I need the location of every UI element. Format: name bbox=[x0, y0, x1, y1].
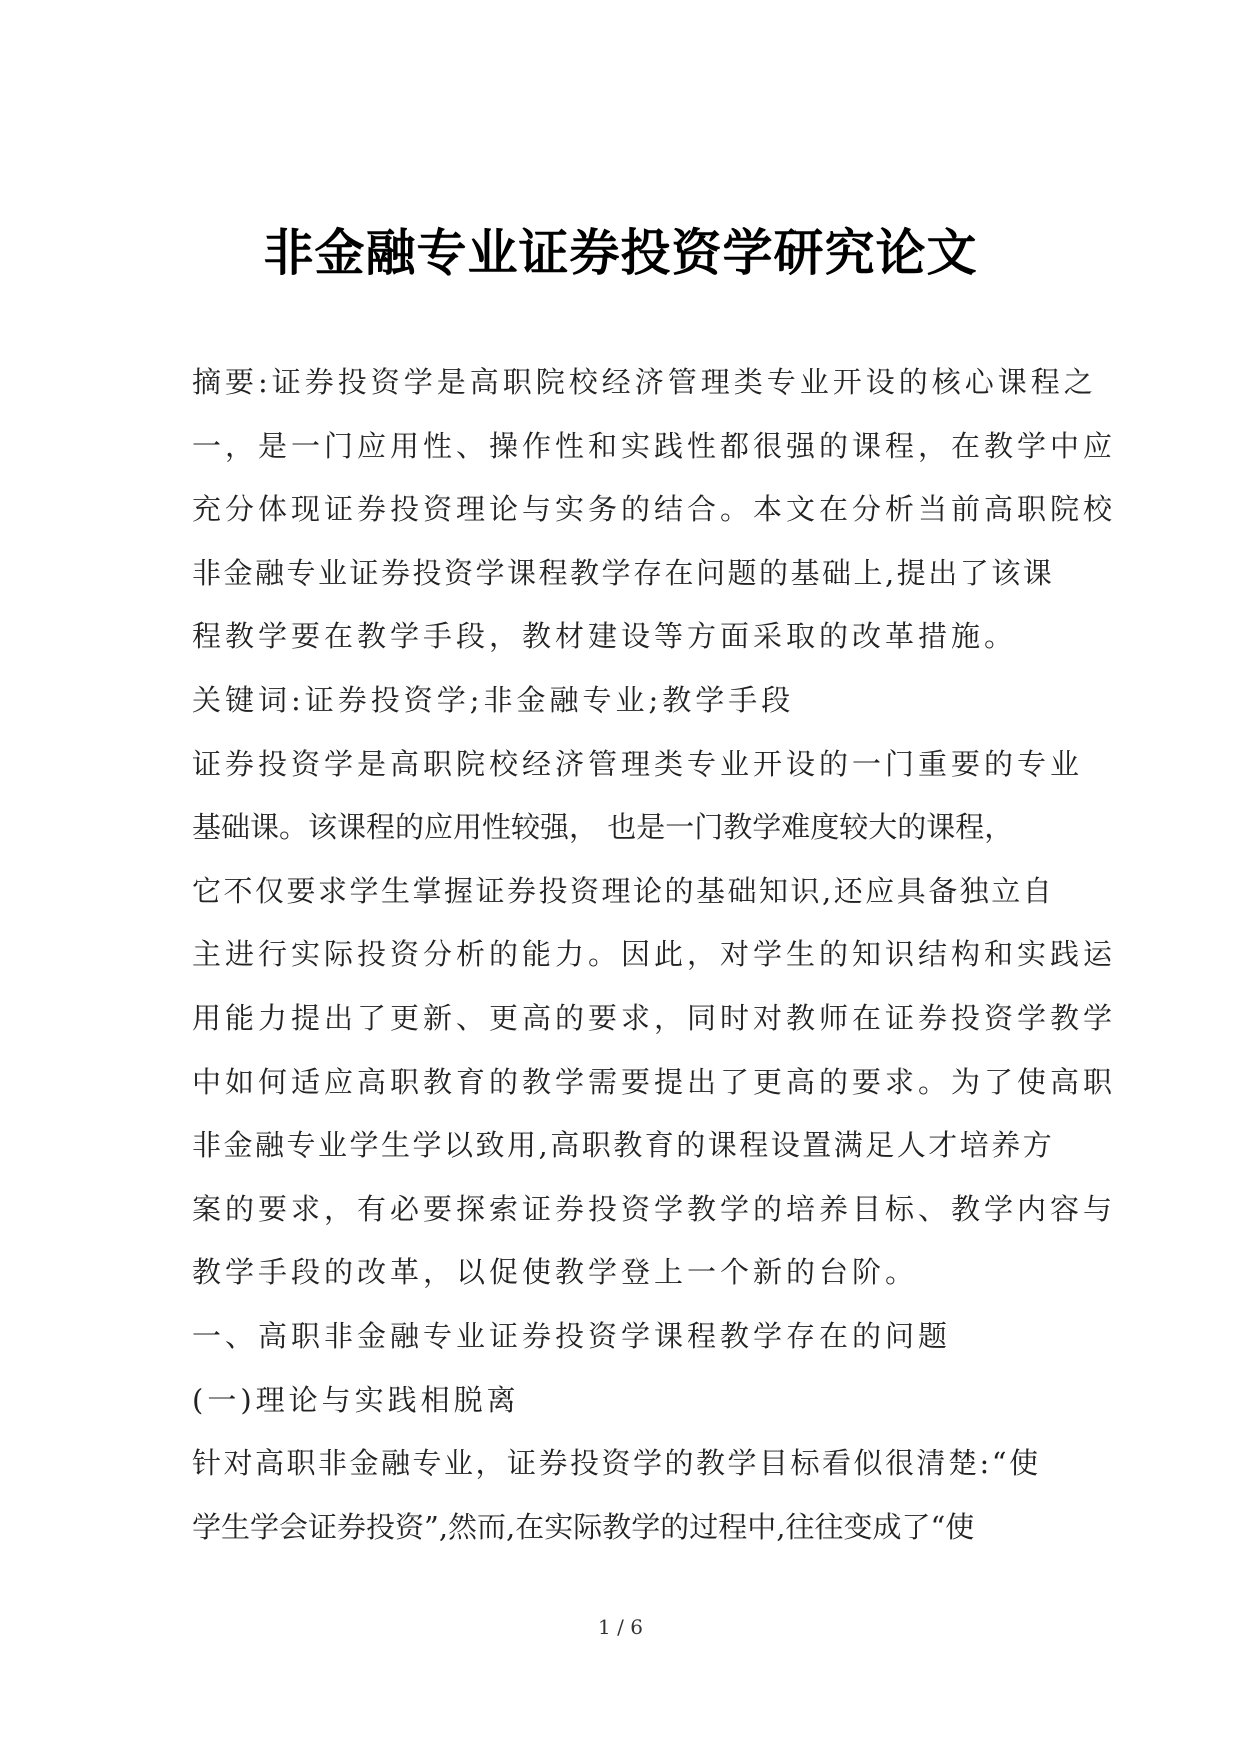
paragraph-line-2: 基础课。该课程的应用性较强， 也是一门教学难度较大的课程， bbox=[192, 810, 1014, 845]
abstract-line-2: 一，是一门应用性、操作性和实践性都很强的课程，在教学中应 bbox=[192, 428, 1117, 463]
abstract-line-1: 摘要:证券投资学是高职院校经济管理类专业开设的核心课程之 bbox=[192, 365, 1097, 399]
abstract-line-4: 非金融专业证券投资学课程教学存在问题的基础上,提出了该课 bbox=[192, 555, 1055, 590]
paragraph-line-8: 案的要求，有必要探索证券投资学教学的培养目标、教学内容与 bbox=[192, 1191, 1117, 1226]
paragraph-line-9: 教学手段的改革，以促使教学登上一个新的台阶。 bbox=[192, 1255, 919, 1290]
paragraph-line-1: 证券投资学是高职院校经济管理类专业开设的一门重要的专业 bbox=[192, 746, 1084, 781]
paragraph-line-7: 非金融专业学生学以致用,高职教育的课程设置满足人才培养方 bbox=[192, 1128, 1055, 1163]
paragraph-line-3: 它不仅要求学生掌握证券投资理论的基础知识,还应具备独立自 bbox=[192, 873, 1055, 908]
subsection-heading: (一)理论与实践相脱离 bbox=[192, 1382, 520, 1417]
abstract-line-5: 程教学要在教学手段，教材建设等方面采取的改革措施。 bbox=[192, 619, 1018, 654]
paragraph-line-5: 用能力提出了更新、更高的要求，同时对教师在证券投资学教学 bbox=[192, 1000, 1117, 1035]
page-number: 1 / 6 bbox=[598, 1615, 643, 1639]
paragraph-line-4: 主进行实际投资分析的能力。因此，对学生的知识结构和实践运 bbox=[192, 937, 1117, 972]
paragraph-line-6: 中如何适应高职教育的教学需要提出了更高的要求。为了使高职 bbox=[192, 1064, 1117, 1099]
keywords-line: 关键词:证券投资学;非金融专业;教学手段 bbox=[192, 682, 795, 717]
abstract-line-3: 充分体现证券投资理论与实务的结合。本文在分析当前高职院校 bbox=[192, 492, 1117, 527]
section-heading: 一、高职非金融专业证券投资学课程教学存在的问题 bbox=[192, 1318, 952, 1353]
paragraph2-line-2: 学生学会证券投资”,然而,在实际教学的过程中,往往变成了“使 bbox=[192, 1509, 975, 1544]
document-title: 非金融专业证券投资学研究论文 bbox=[263, 224, 978, 282]
paragraph2-line-1: 针对高职非金融专业，证券投资学的教学目标看似很清楚:“使 bbox=[192, 1446, 1041, 1481]
document-body bbox=[192, 351, 1117, 1559]
